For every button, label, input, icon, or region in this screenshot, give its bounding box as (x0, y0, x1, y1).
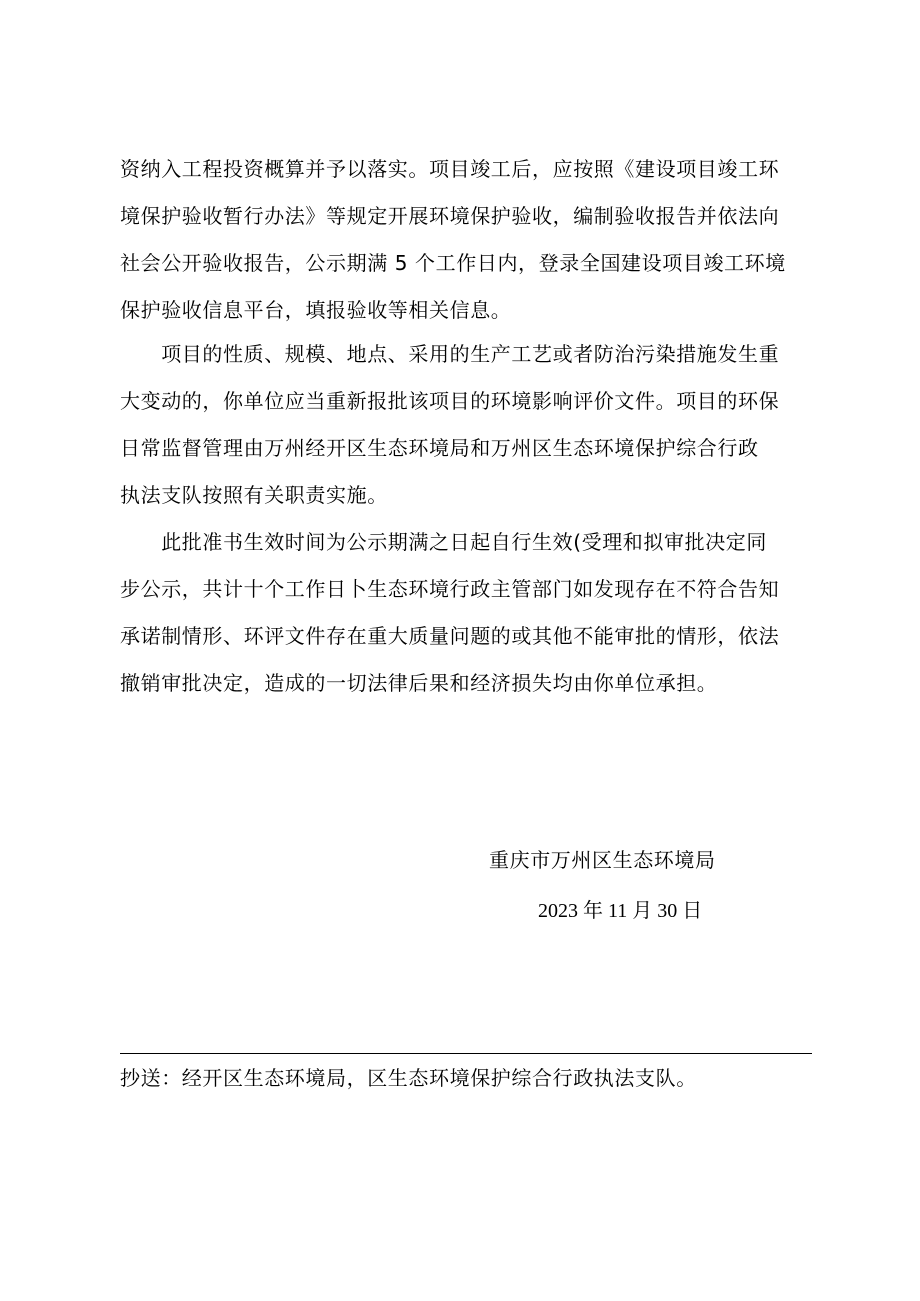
text-line: 项目的性质、规模、地点、采用的生产工艺或者防治污染措施发生重 (120, 342, 780, 366)
signature-organization: 重庆市万州区生态环境局 (489, 848, 716, 872)
cc-divider (120, 1053, 812, 1054)
text-line: 承诺制情形、环评文件存在重大质量问题的或其他不能审批的情形，依法 (120, 624, 780, 648)
cc-line: 抄送：经开区生态环境局，区生态环境保护综合行政执法支队。 (120, 1066, 697, 1090)
text-line: 此批准书生效时间为公示期满之日起自行生效(受理和拟审批决定同 (120, 530, 768, 554)
text-line: 境保护验收暂行办法》等规定开展环境保护验收，编制验收报告并依法向 (120, 204, 780, 228)
text-line: 大变动的，你单位应当重新报批该项目的环境影响评价文件。项目的环保 (120, 389, 780, 413)
text-line: 执法支队按照有关职责实施。 (120, 483, 388, 507)
text-line: 资纳入工程投资概算并予以落实。项目竣工后，应按照《建设项目竣工环 (120, 157, 780, 181)
text-line: 社会公开验收报告，公示期满 5 个工作日内，登录全国建设项目竣工环境 (120, 251, 786, 275)
paragraph-acceptance (120, 146, 820, 334)
signature-date: 2023 年 11 月 30 日 (538, 900, 703, 922)
text-line: 步公示，共计十个工作日卜生态环境行政主管部门如发现存在不符合告知 (120, 577, 780, 601)
text-line: 日常监督管理由万州经开区生态环境局和万州区生态环境保护综合行政 (120, 436, 759, 460)
text-line: 撤销审批决定，造成的一切法律后果和经济损失均由你单位承担。 (120, 671, 718, 695)
paragraph-major-change (120, 331, 820, 519)
text-line: 保护验收信息平台，填报验收等相关信息。 (120, 298, 512, 322)
paragraph-effective-time (120, 519, 820, 707)
